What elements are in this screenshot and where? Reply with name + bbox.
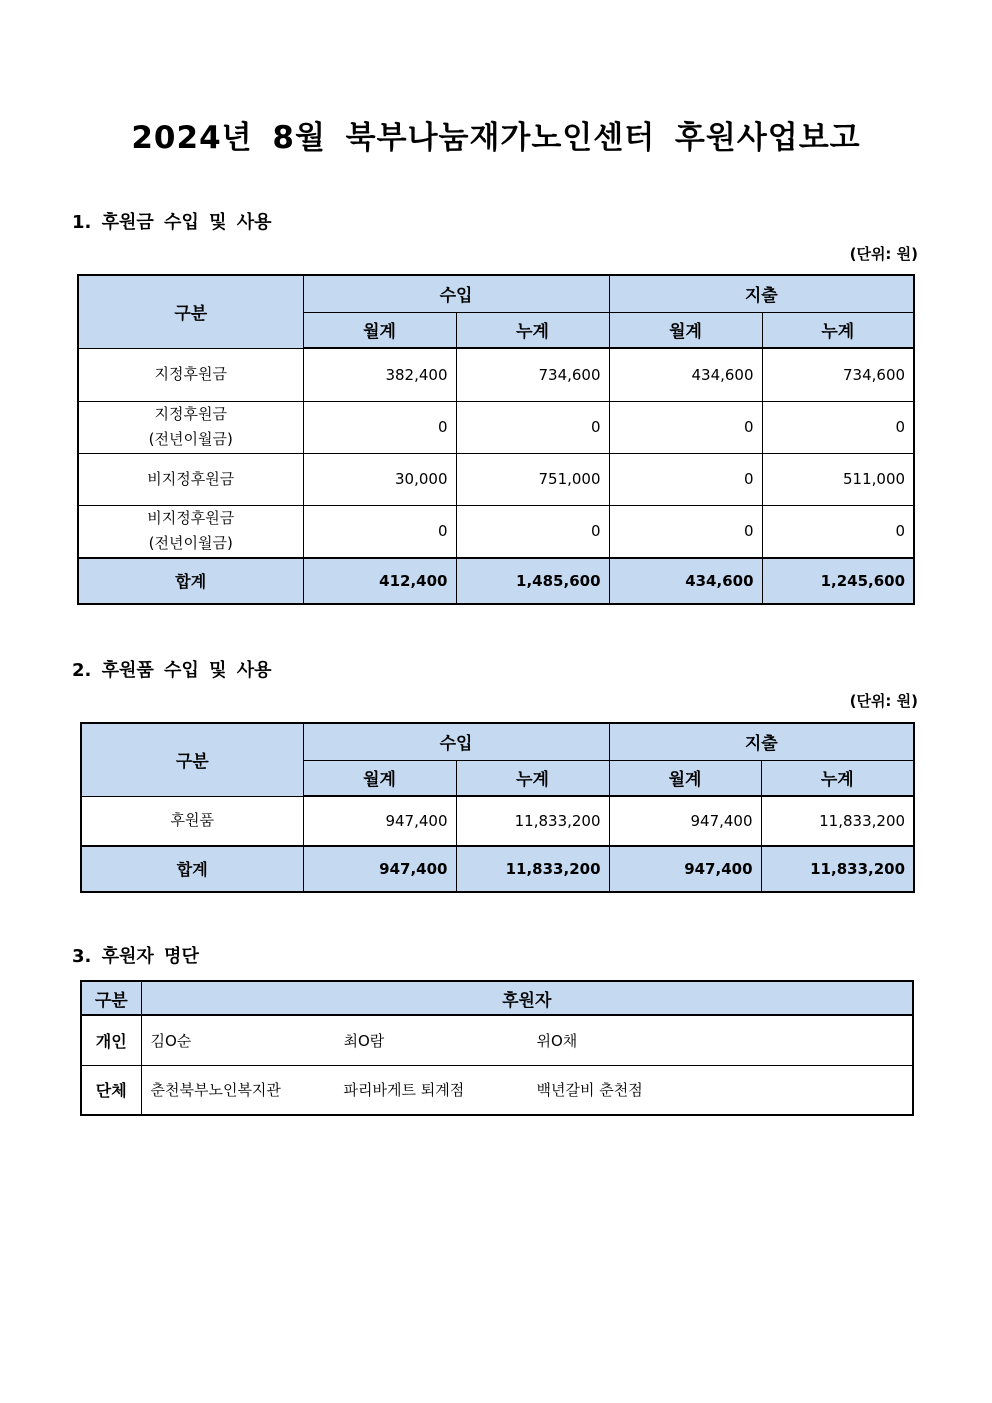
donor-category: 개인 bbox=[81, 1015, 141, 1065]
total-value: 434,600 bbox=[609, 558, 762, 604]
cell-value: 0 bbox=[456, 401, 609, 453]
header-income: 수입 bbox=[303, 275, 609, 312]
donor-name: 최O람 bbox=[343, 1031, 385, 1050]
table-row bbox=[81, 796, 914, 846]
donor-row bbox=[81, 1015, 913, 1065]
cell-value: 434,600 bbox=[609, 348, 762, 401]
total-row bbox=[78, 558, 914, 604]
cell-value: 0 bbox=[303, 505, 456, 558]
donor-names bbox=[141, 1015, 913, 1065]
donor-name: 춘천북부노인복지관 bbox=[150, 1081, 281, 1100]
donor-name: 김O순 bbox=[150, 1031, 192, 1050]
donor-name: 백년갈비 춘천점 bbox=[536, 1081, 643, 1100]
row-label: 후원품 bbox=[81, 796, 303, 846]
total-row bbox=[81, 846, 914, 892]
donor-row bbox=[81, 1065, 913, 1115]
donor-names bbox=[141, 1065, 913, 1115]
donation-goods-table bbox=[80, 722, 915, 893]
cell-value: 0 bbox=[303, 401, 456, 453]
unit-label-1: (단위: 원) bbox=[849, 245, 918, 263]
header-expense: 지출 bbox=[609, 723, 914, 760]
cell-value: 511,000 bbox=[762, 453, 914, 505]
total-value: 11,833,200 bbox=[761, 846, 914, 892]
total-value: 11,833,200 bbox=[456, 846, 609, 892]
row-label: 비지정후원금 bbox=[78, 453, 303, 505]
cell-value: 11,833,200 bbox=[456, 796, 609, 846]
header-expense-monthly: 월계 bbox=[609, 312, 762, 348]
header-income-cumulative: 누계 bbox=[456, 312, 609, 348]
cell-value: 0 bbox=[609, 453, 762, 505]
table-row bbox=[78, 348, 914, 401]
donor-list-table bbox=[80, 980, 914, 1116]
unit-label-2: (단위: 원) bbox=[849, 692, 918, 710]
header-expense: 지출 bbox=[609, 275, 914, 312]
cell-value: 0 bbox=[762, 401, 914, 453]
cell-value: 0 bbox=[762, 505, 914, 558]
cell-value: 382,400 bbox=[303, 348, 456, 401]
cell-value: 947,400 bbox=[303, 796, 456, 846]
header-expense-cumulative: 누계 bbox=[761, 760, 914, 796]
cell-value: 0 bbox=[456, 505, 609, 558]
cell-value: 947,400 bbox=[609, 796, 761, 846]
cell-value: 751,000 bbox=[456, 453, 609, 505]
section1-heading: 1. 후원금 수입 및 사용 bbox=[72, 212, 272, 233]
table-row bbox=[78, 453, 914, 505]
header-income-monthly: 월계 bbox=[303, 312, 456, 348]
donor-name: 파리바게트 퇴계점 bbox=[343, 1081, 465, 1100]
header-expense-cumulative: 누계 bbox=[762, 312, 914, 348]
total-value: 412,400 bbox=[303, 558, 456, 604]
cell-value: 0 bbox=[609, 505, 762, 558]
donor-category: 단체 bbox=[81, 1065, 141, 1115]
donation-money-table bbox=[77, 274, 915, 605]
header-income: 수입 bbox=[303, 723, 609, 760]
donor-header-donors: 후원자 bbox=[141, 981, 913, 1015]
total-value: 1,485,600 bbox=[456, 558, 609, 604]
row-label: 비지정후원금 (전년이월금) bbox=[78, 505, 303, 558]
cell-value: 11,833,200 bbox=[761, 796, 914, 846]
header-category: 구분 bbox=[81, 723, 303, 796]
header-income-cumulative: 누계 bbox=[456, 760, 609, 796]
header-expense-monthly: 월계 bbox=[609, 760, 761, 796]
cell-value: 30,000 bbox=[303, 453, 456, 505]
total-label: 합계 bbox=[78, 558, 303, 604]
header-income-monthly: 월계 bbox=[303, 760, 456, 796]
row-label: 지정후원금 (전년이월금) bbox=[78, 401, 303, 453]
total-value: 947,400 bbox=[609, 846, 761, 892]
donor-header-category: 구분 bbox=[81, 981, 141, 1015]
table-row bbox=[78, 505, 914, 558]
table-row bbox=[78, 401, 914, 453]
total-value: 947,400 bbox=[303, 846, 456, 892]
cell-value: 734,600 bbox=[762, 348, 914, 401]
section3-heading: 3. 후원자 명단 bbox=[72, 946, 199, 967]
section2-heading: 2. 후원품 수입 및 사용 bbox=[72, 660, 272, 681]
cell-value: 0 bbox=[609, 401, 762, 453]
cell-value: 734,600 bbox=[456, 348, 609, 401]
total-label: 합계 bbox=[81, 846, 303, 892]
total-value: 1,245,600 bbox=[762, 558, 914, 604]
donor-name: 위O채 bbox=[536, 1031, 578, 1050]
row-label: 지정후원금 bbox=[78, 348, 303, 401]
page-title: 2024년 8월 북부나눔재가노인센터 후원사업보고 bbox=[131, 120, 861, 156]
header-category: 구분 bbox=[78, 275, 303, 348]
